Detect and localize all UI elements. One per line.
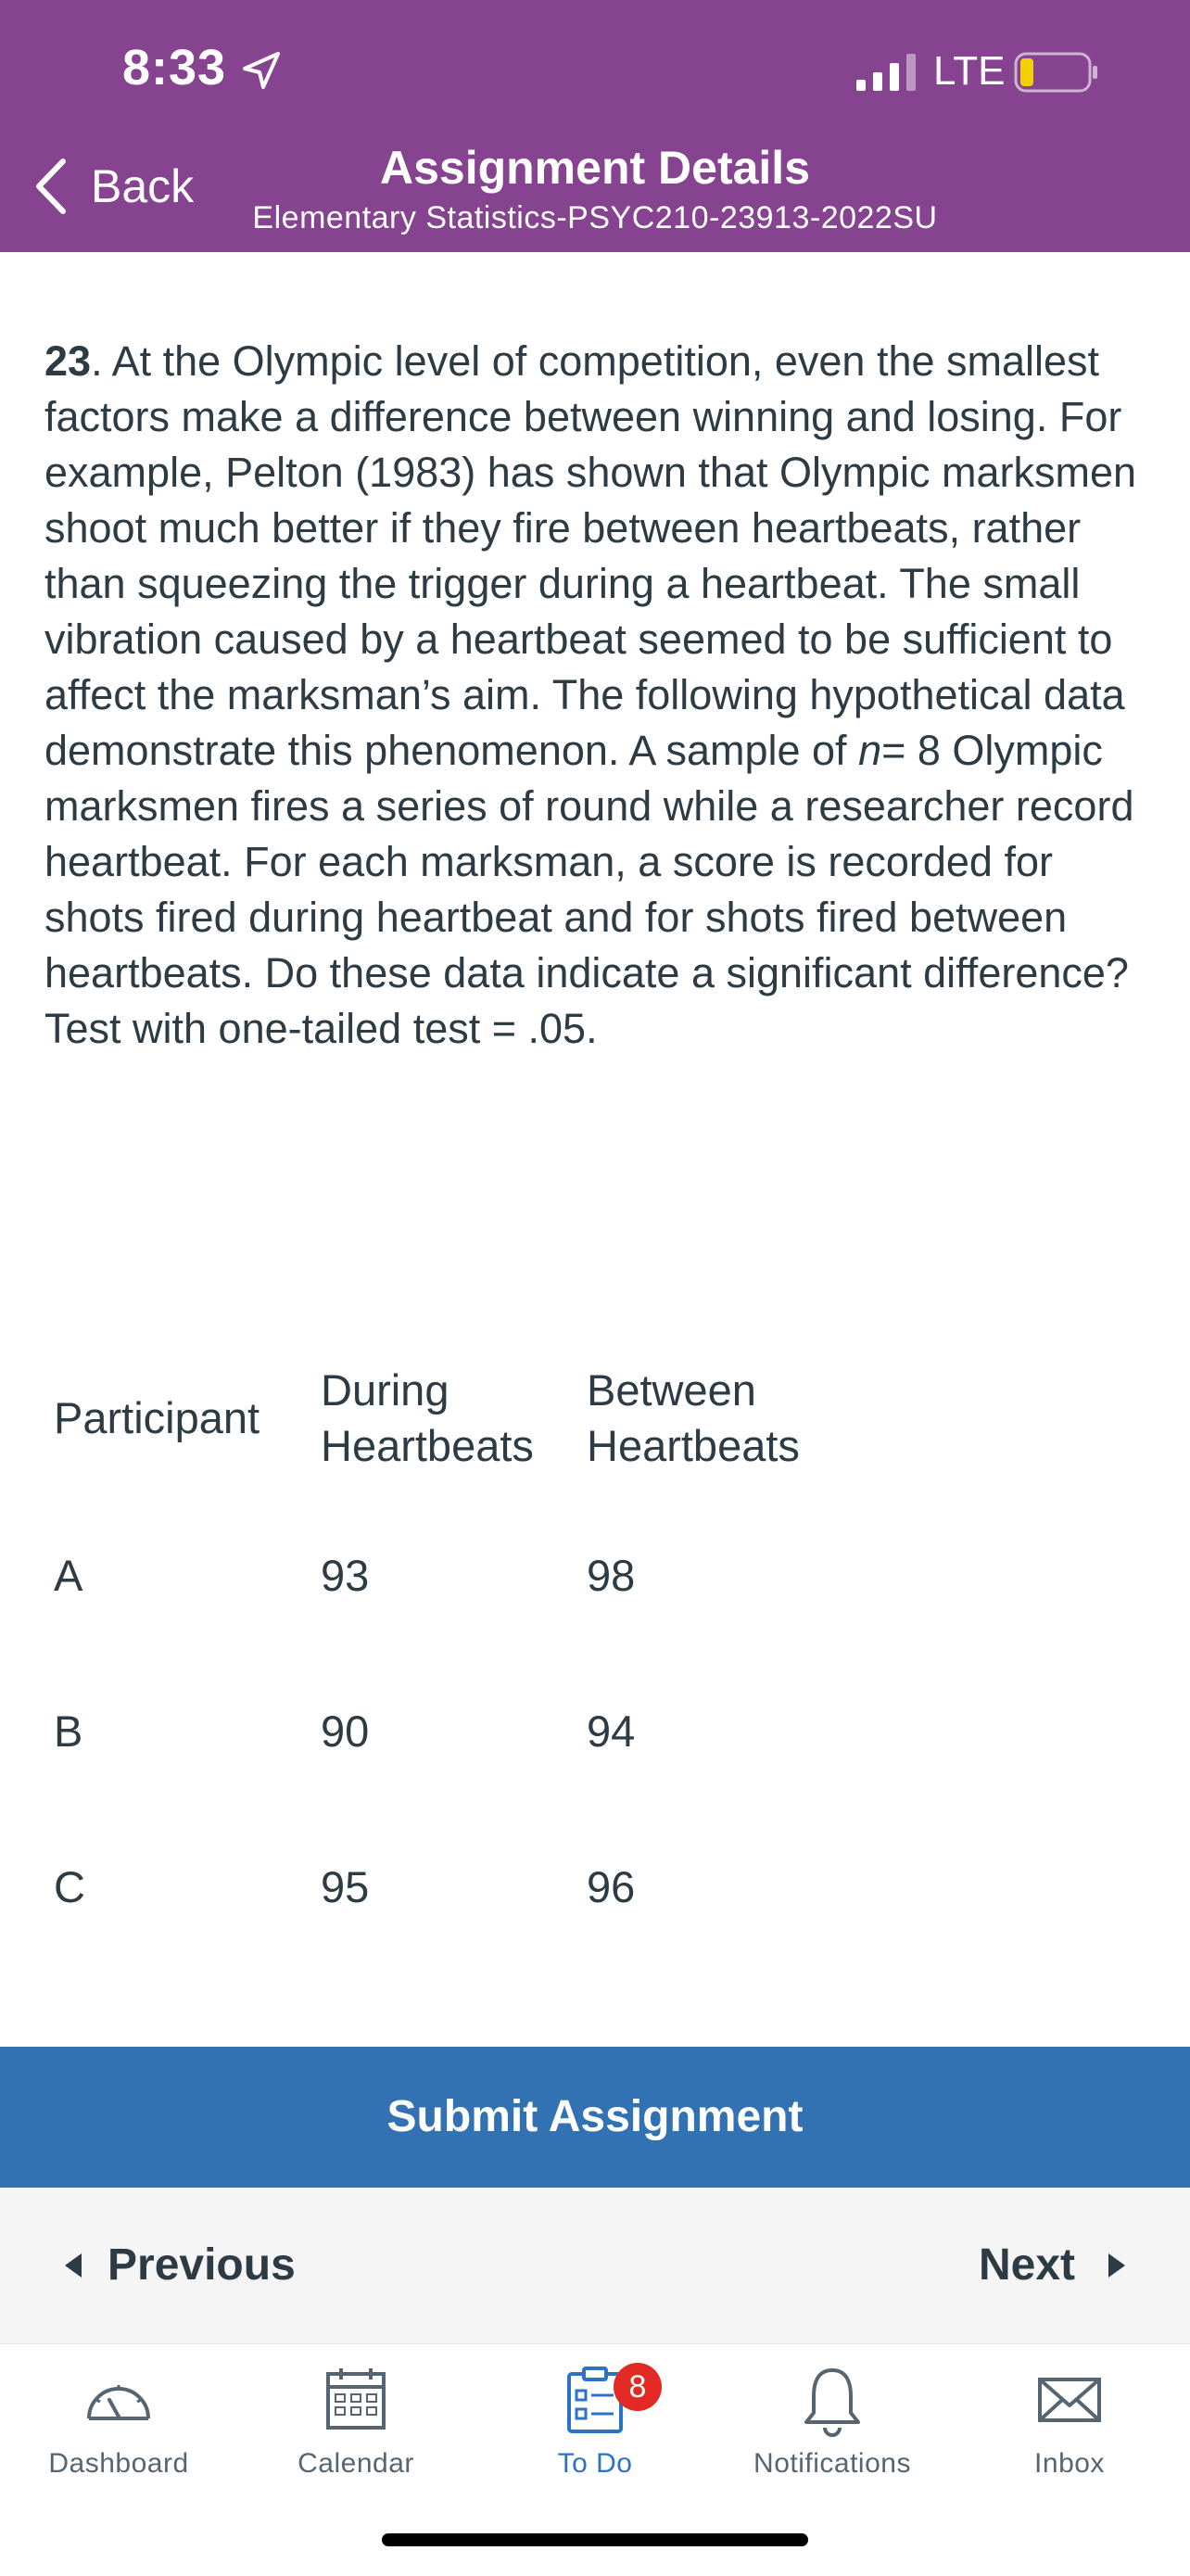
question-variable: n <box>858 727 882 774</box>
table-header-row <box>0 1363 1190 1483</box>
table-row <box>0 1859 1190 1924</box>
cell-participant: A <box>54 1551 83 1600</box>
tab-inbox[interactable] <box>951 2363 1188 2480</box>
question-number: 23 <box>44 337 92 385</box>
tab-calendar[interactable] <box>237 2363 475 2480</box>
cell-participant: C <box>54 1862 85 1911</box>
cell-participant: B <box>54 1707 83 1756</box>
pagination-bar <box>0 2188 1190 2343</box>
tab-todo-label: To Do <box>557 2448 633 2479</box>
cell-during: 95 <box>321 1862 370 1911</box>
previous-button[interactable] <box>65 2240 296 2290</box>
page-title: Assignment Details <box>379 142 810 194</box>
app-header <box>0 0 1190 252</box>
back-label: Back <box>91 160 195 212</box>
column-header-between-line1: Between <box>587 1365 756 1415</box>
next-label: Next <box>978 2240 1075 2290</box>
course-subtitle: Elementary Statistics-PSYC210-23913-2022SU <box>252 200 938 235</box>
network-label: LTE <box>933 48 1006 94</box>
column-header-during-line1: During <box>321 1365 449 1415</box>
column-header-between-line2: Heartbeats <box>587 1421 800 1470</box>
caret-left-icon <box>65 2253 82 2278</box>
previous-label: Previous <box>108 2240 296 2290</box>
cell-between: 96 <box>587 1862 636 1911</box>
caret-right-icon <box>1108 2253 1125 2278</box>
tab-todo[interactable] <box>476 2363 714 2480</box>
calendar-icon <box>319 2363 393 2437</box>
envelope-icon <box>1032 2363 1107 2437</box>
tab-notifications[interactable] <box>714 2363 951 2480</box>
cell-between: 94 <box>587 1707 636 1756</box>
tab-dashboard-label: Dashboard <box>48 2448 189 2479</box>
table-row <box>0 1548 1190 1613</box>
tab-notifications-label: Notifications <box>753 2448 911 2479</box>
tab-inbox-label: Inbox <box>1034 2448 1105 2479</box>
submit-assignment-button[interactable]: Submit Assignment <box>0 2047 1190 2188</box>
tab-calendar-label: Calendar <box>298 2448 414 2479</box>
column-header-participant: Participant <box>54 1393 260 1442</box>
question-body-part1: . At the Olympic level of competition, even the smallest factors make a difference between winning and losing. For example, Pelton (1983) has shown that Olympic marksmen shoot much better if they fire between heartbeats, rather than squeezing the trigger during a heartbeat. The small vibration caused by a heartbeat seemed to be sufficient to affect the marksman’s aim. The following hypothetical data demonstrate this phenomenon. A sample of <box>44 337 1137 774</box>
tab-dashboard[interactable] <box>0 2363 237 2480</box>
column-header-during-line2: Heartbeats <box>321 1421 534 1470</box>
battery-icon <box>1014 52 1099 93</box>
bell-icon <box>795 2363 869 2437</box>
table-row <box>0 1704 1190 1769</box>
dashboard-icon <box>82 2363 156 2437</box>
cell-during: 93 <box>321 1551 370 1600</box>
cell-during: 90 <box>321 1707 370 1756</box>
question-body-part2: = 8 Olympic marksmen fires a series of round while a researcher record heartbeat. For each marksman, a score is recorded for shots fired during heartbeat and for shots fired between heartbeats. Do these data indicate a significant difference? Test with one-tailed test = .05. <box>44 727 1134 1052</box>
next-button[interactable] <box>979 2240 1125 2290</box>
signal-icon <box>856 54 919 91</box>
todo-count-badge: 8 <box>614 2363 662 2411</box>
question-text <box>44 334 1157 1057</box>
home-indicator <box>382 2533 808 2546</box>
status-time: 8:33 <box>122 40 227 95</box>
cell-between: 98 <box>587 1551 636 1600</box>
location-arrow-icon <box>239 48 284 93</box>
